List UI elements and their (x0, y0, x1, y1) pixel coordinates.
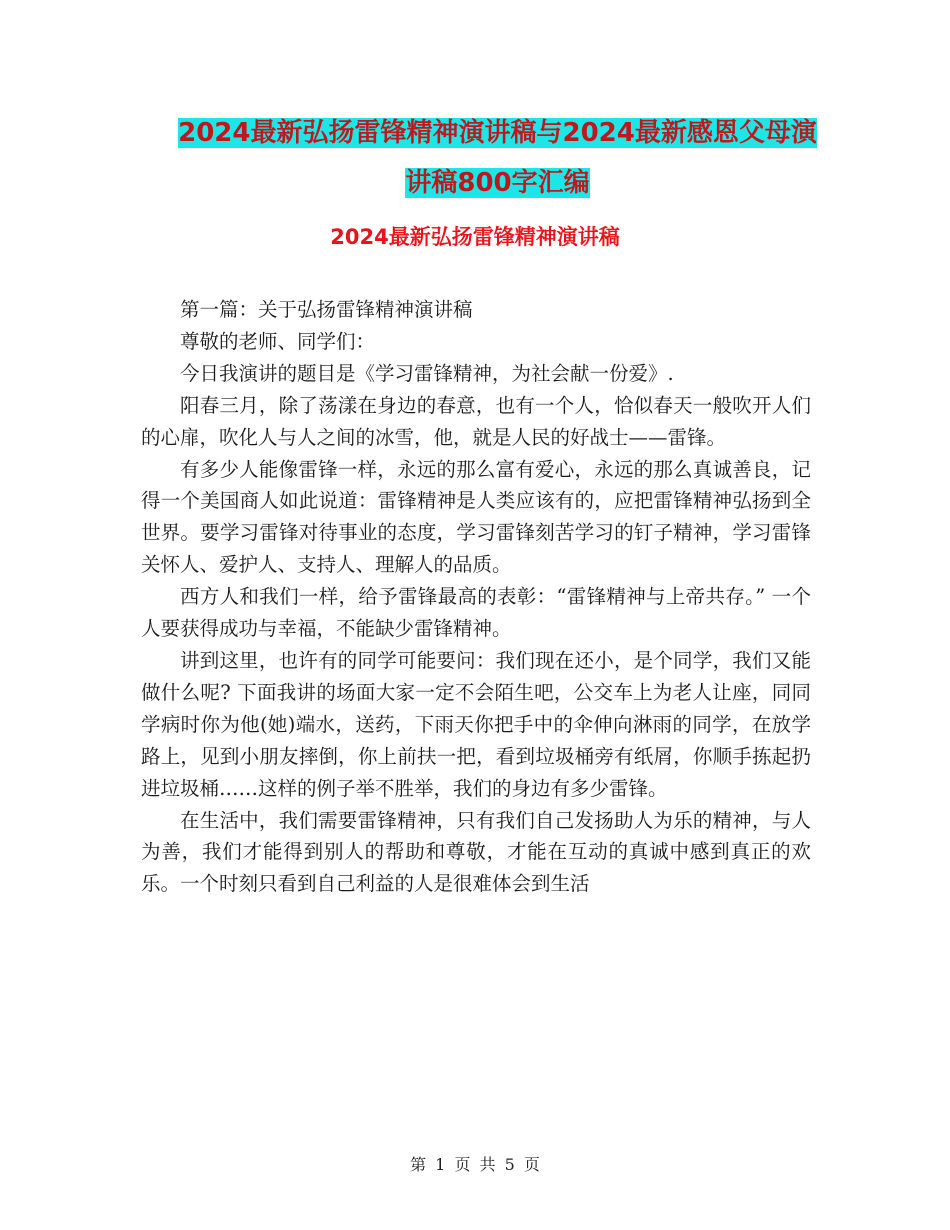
paragraph: 第一篇：关于弘扬雷锋精神演讲稿 (180, 298, 473, 321)
document-title-line-2: 讲稿800字汇编 (405, 168, 590, 198)
paragraph: 有多少人能像雷锋一样，永远的那么富有爱心，永远的那么真诚善良，记得一个美国商人如此说道：雷锋精神是人类应该有的，应把雷锋精神弘扬到全世界。要学习雷锋对待事业的态度，学习雷锋刻苦学习的钉子精神，学习雷锋关怀人、爱护人、支持人、理解人的品质。 (141, 457, 811, 577)
paragraph: 讲到这里，也许有的同学可能要问：我们现在还小，是个同学，我们又能做什么呢? 下面我讲的场面大家一定不会陌生吧，公交车上为老人让座，同同学病时你为他(她)端水，送药，下雨天你把手中的伞伸向淋雨的同学，在放学路上，见到小朋友摔倒，你上前扶一把，看到垃圾桶旁有纸屑，你顺手拣起扔进垃圾桶……这样的例子举不胜举，我们的身边有多少雷锋。 (141, 648, 811, 800)
paragraph: 西方人和我们一样，给予雷锋最高的表彰：“雷锋精神与上帝共存。” 一个人要获得成功与幸福，不能缺少雷锋精神。 (141, 585, 811, 641)
section-title: 2024最新弘扬雷锋精神演讲稿 (330, 225, 620, 249)
paragraph: 阳春三月，除了荡漾在身边的春意，也有一个人，恰似春天一般吹开人们的心扉，吹化人与人之间的冰雪，他，就是人民的好战士——雷锋。 (141, 393, 811, 449)
document-title-line-1: 2024最新弘扬雷锋精神演讲稿与2024最新感恩父母演 (178, 118, 817, 148)
paragraph: 在生活中，我们需要雷锋精神，只有我们自己发扬助人为乐的精神，与人为善，我们才能得到别人的帮助和尊敬，才能在互动的真诚中感到真正的欢乐。一个时刻只看到自己利益的人是很难体会到生活 (141, 808, 811, 896)
document-title (140, 108, 855, 208)
paragraph: 尊敬的老师、同学们： (180, 329, 376, 353)
document-body (141, 294, 811, 900)
paragraph: 今日我演讲的题目是《学习雷锋精神，为社会献一份爱》. (180, 361, 674, 385)
page-footer: 第 1 页 共 5 页 (410, 1155, 540, 1174)
